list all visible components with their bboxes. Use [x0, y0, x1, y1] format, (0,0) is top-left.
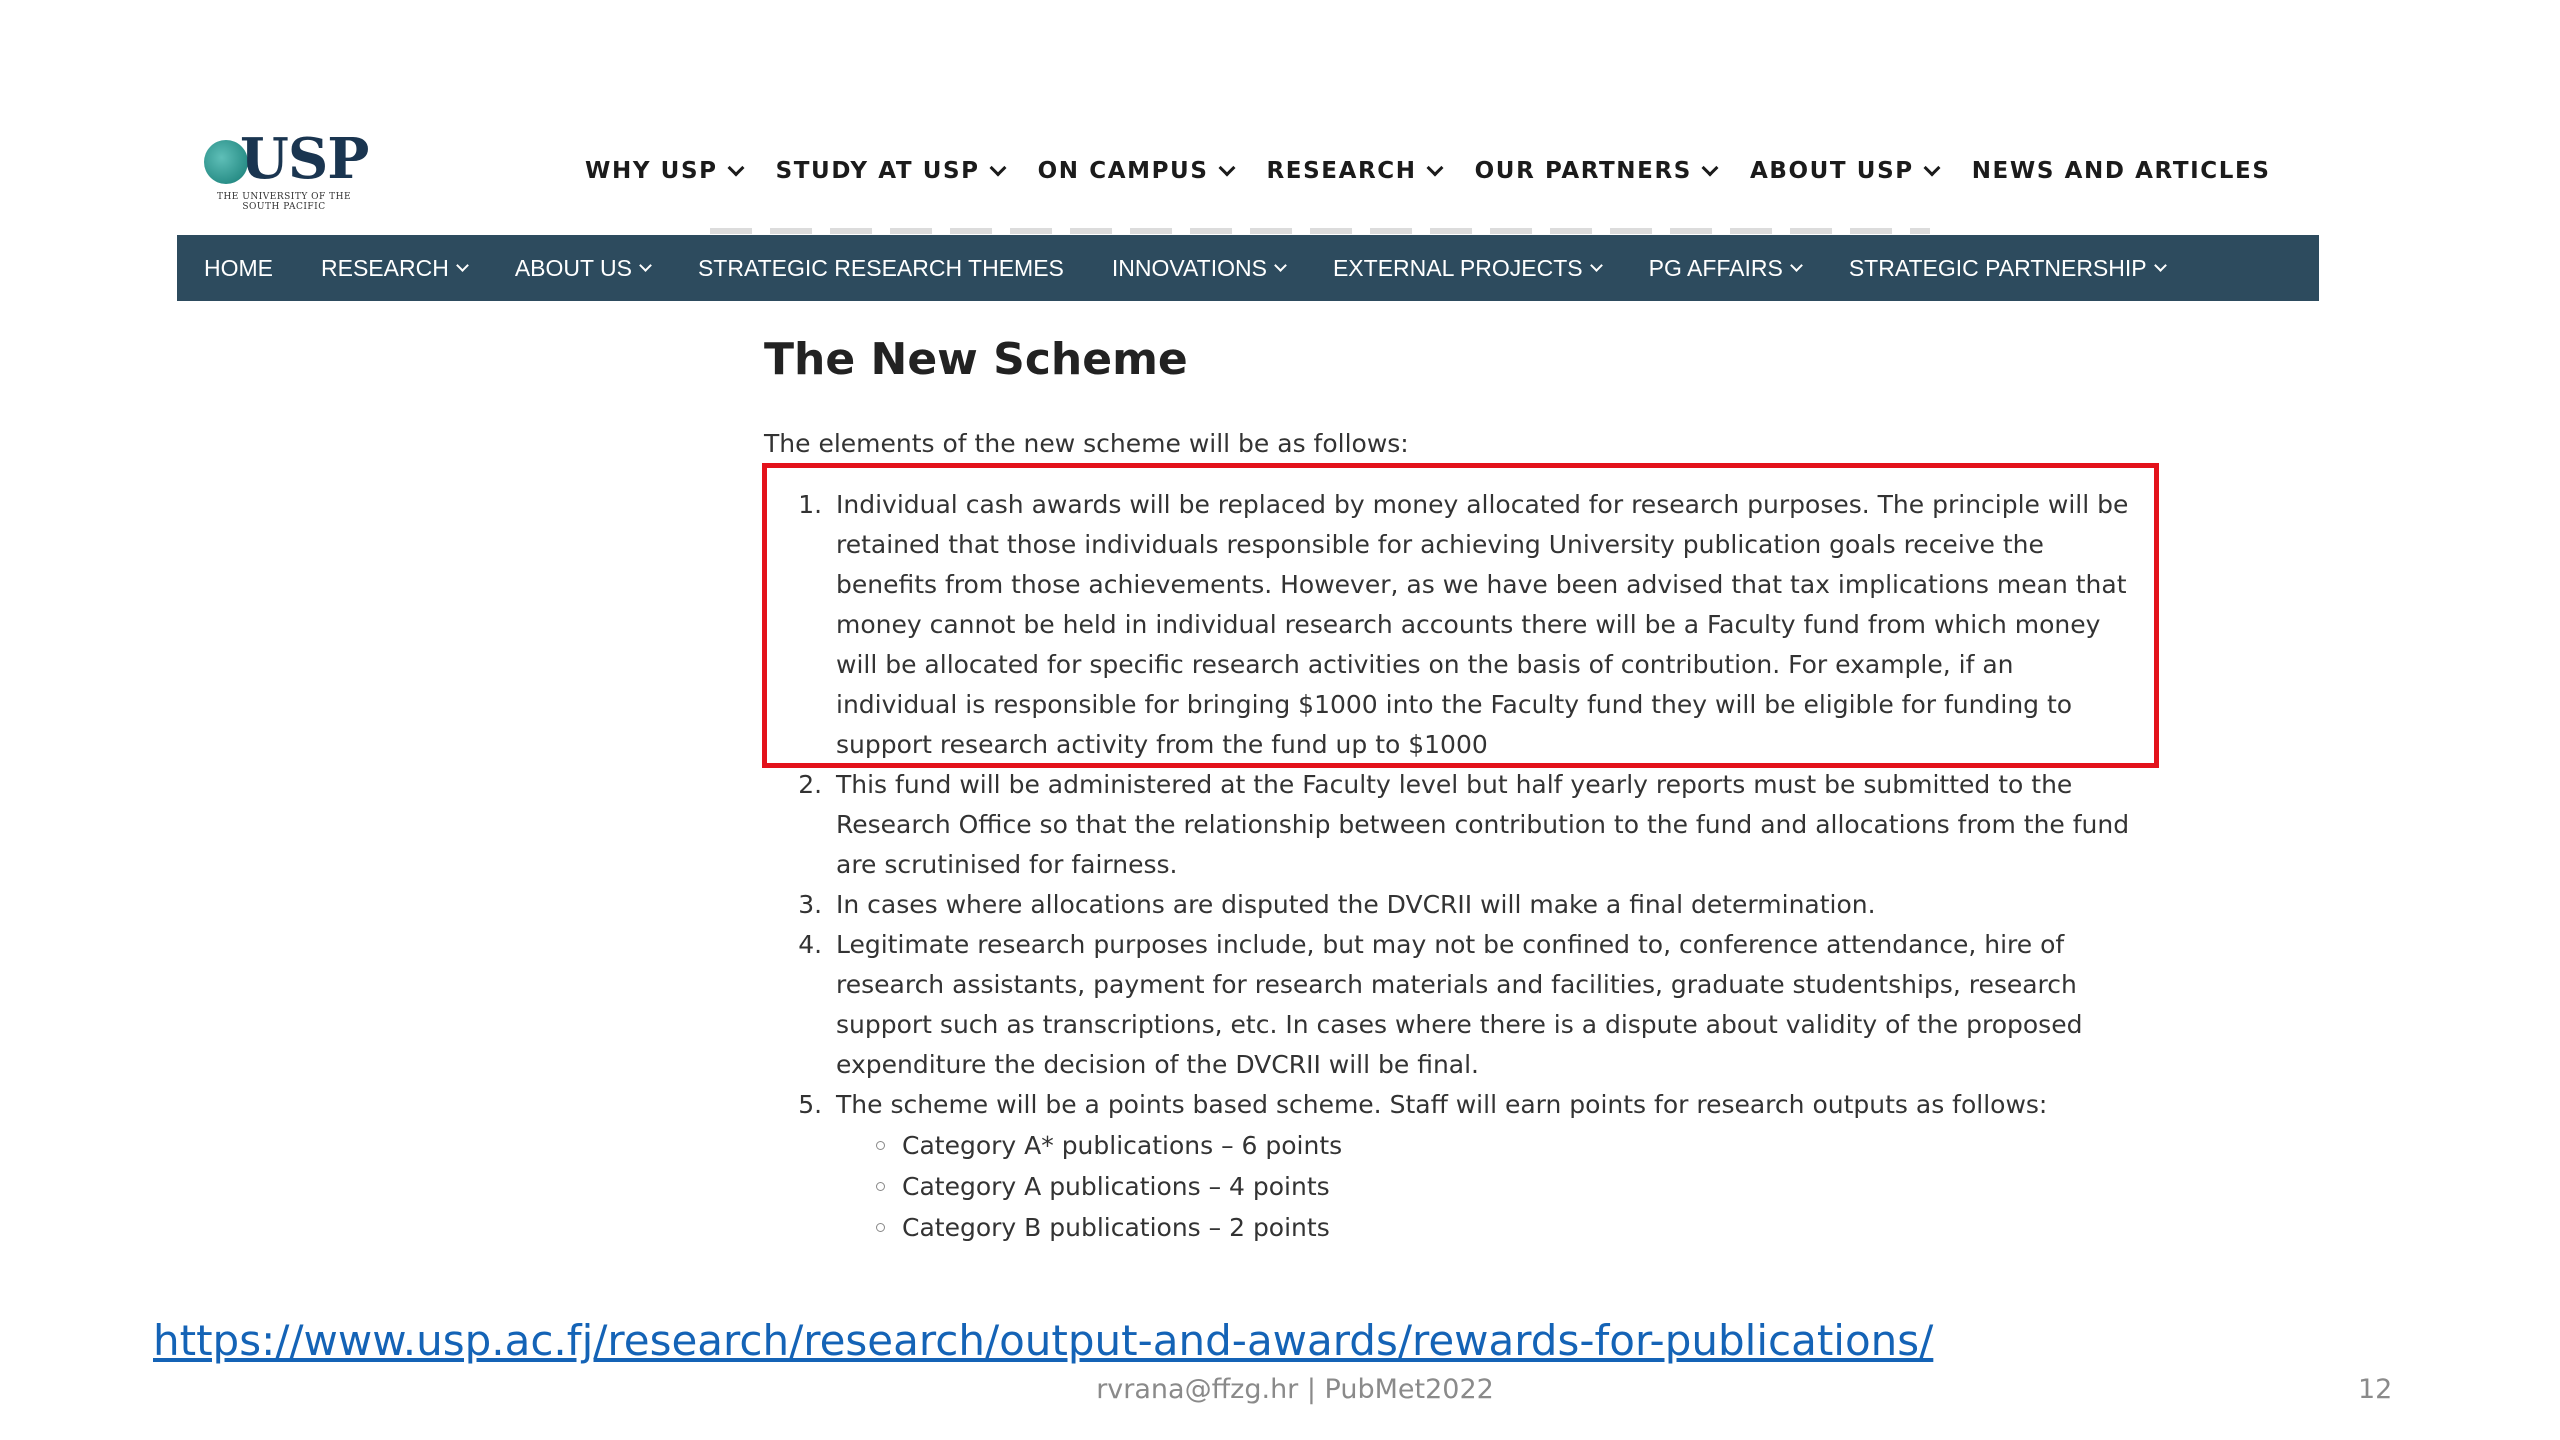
top-nav-label: WHY USP [585, 158, 718, 184]
scheme-item: 4. Legitimate research purposes include, but may not be confined to, conference attendance, hire of research assistants, payment for research materials and facilities, graduate studentships, research support such as transcriptions, etc. In cases where there is a dispute about validity of the proposed expenditure the decision of the DVCRII will be final. [830, 925, 2140, 1085]
sub-nav-about-us[interactable] [515, 255, 650, 282]
page-number: 12 [2358, 1374, 2393, 1405]
chevron-down-icon [1426, 160, 1443, 177]
chevron-down-icon [1590, 259, 1603, 272]
sub-nav-label: INNOVATIONS [1111, 254, 1267, 281]
secondary-navigation [177, 235, 2319, 301]
sub-nav-research[interactable] [321, 255, 467, 282]
scheme-item: 3. In cases where allocations are disputed the DVCRII will make a final determination. [830, 885, 2140, 925]
footer-credit: rvrana@ffzg.hr | PubMet2022 [1096, 1374, 1494, 1405]
chevron-down-icon [1218, 160, 1235, 177]
intro-text: The elements of the new scheme will be as follows: [764, 429, 1409, 458]
sub-nav-external-projects[interactable] [1333, 255, 1601, 282]
sub-nav-label: EXTERNAL PROJECTS [1332, 254, 1583, 281]
chevron-down-icon [456, 259, 469, 272]
sub-nav-pg-affairs[interactable] [1649, 255, 1801, 282]
sub-nav-label: ABOUT US [514, 254, 632, 281]
chevron-down-icon [1923, 160, 1940, 177]
top-nav-news-and-articles[interactable] [1972, 158, 2271, 184]
sub-nav-innovations[interactable] [1112, 255, 1285, 282]
top-nav-label: ON CAMPUS [1037, 158, 1209, 184]
points-item: Category A* publications – 6 points [876, 1125, 2140, 1166]
top-nav-our-partners[interactable] [1475, 158, 1716, 184]
page-title: The New Scheme [764, 334, 1188, 385]
top-nav-label: STUDY AT USP [775, 158, 980, 184]
top-nav-label: OUR PARTNERS [1474, 158, 1692, 184]
top-nav-why-usp[interactable] [585, 158, 742, 184]
top-nav-research[interactable] [1267, 158, 1441, 184]
logo-text: USP [240, 126, 369, 192]
source-url-link[interactable]: https://www.usp.ac.fj/research/research/output-and-awards/rewards-for-publications/ [153, 1316, 1934, 1365]
chevron-down-icon [1701, 160, 1718, 177]
highlight-box [762, 463, 2159, 768]
usp-logo[interactable] [200, 126, 370, 212]
scheme-item: 2. This fund will be administered at the Faculty level but half yearly reports must be submitted to the Research Office so that the relationship between contribution to the fund and allocations from the fund are scrutinised for fairness. [830, 765, 2140, 885]
chevron-down-icon [639, 259, 652, 272]
sub-nav-label: PG AFFAIRS [1648, 254, 1783, 281]
sub-nav-strategic-research-themes[interactable] [698, 255, 1064, 282]
sub-nav-strategic-partnership[interactable] [1849, 255, 2165, 282]
sub-nav-label: STRATEGIC RESEARCH THEMES [697, 254, 1064, 281]
scheme-item-text: The scheme will be a points based scheme. Staff will earn points for research outputs as follows: [836, 1090, 2048, 1119]
chevron-down-icon [1790, 259, 1803, 272]
chevron-down-icon [989, 160, 1006, 177]
sub-nav-label: STRATEGIC PARTNERSHIP [1848, 254, 2147, 281]
top-navigation [585, 155, 2271, 187]
points-item: Category A publications – 4 points [876, 1166, 2140, 1207]
chevron-down-icon [2154, 259, 2167, 272]
sub-nav-label: HOME [204, 254, 273, 281]
top-nav-label: NEWS AND ARTICLES [1971, 158, 2271, 184]
points-item: Category B publications – 2 points [876, 1207, 2140, 1248]
top-nav-label: RESEARCH [1266, 158, 1417, 184]
sub-nav-label: RESEARCH [321, 254, 449, 281]
scheme-item: 1. Individual cash awards will be replaced by money allocated for research purposes. The principle will be retained that those individuals responsible for achieving University publication goals receive the benefits from those achievements. However, as we have been advised that tax implications mean that money cannot be held in individual research accounts there will be a Faculty fund from which money will be allocated for specific research activities on the basis of contribution. For example, if an individual is responsible for bringing $1000 into the Faculty fund they will be eligible for funding to support research activity from the fund up to $1000 [830, 485, 2140, 765]
faint-divider [710, 228, 1930, 234]
top-nav-label: ABOUT USP [1749, 158, 1914, 184]
top-nav-on-campus[interactable] [1038, 158, 1233, 184]
scheme-item-points [830, 1085, 2140, 1248]
top-nav-about-usp[interactable] [1750, 158, 1938, 184]
logo-subtitle: THE UNIVERSITY OF THE SOUTH PACIFIC [216, 192, 352, 212]
chevron-down-icon [1274, 259, 1287, 272]
sub-nav-home[interactable] [204, 255, 273, 282]
chevron-down-icon [727, 160, 744, 177]
top-nav-study-at-usp[interactable] [776, 158, 1004, 184]
points-list [836, 1125, 2140, 1248]
